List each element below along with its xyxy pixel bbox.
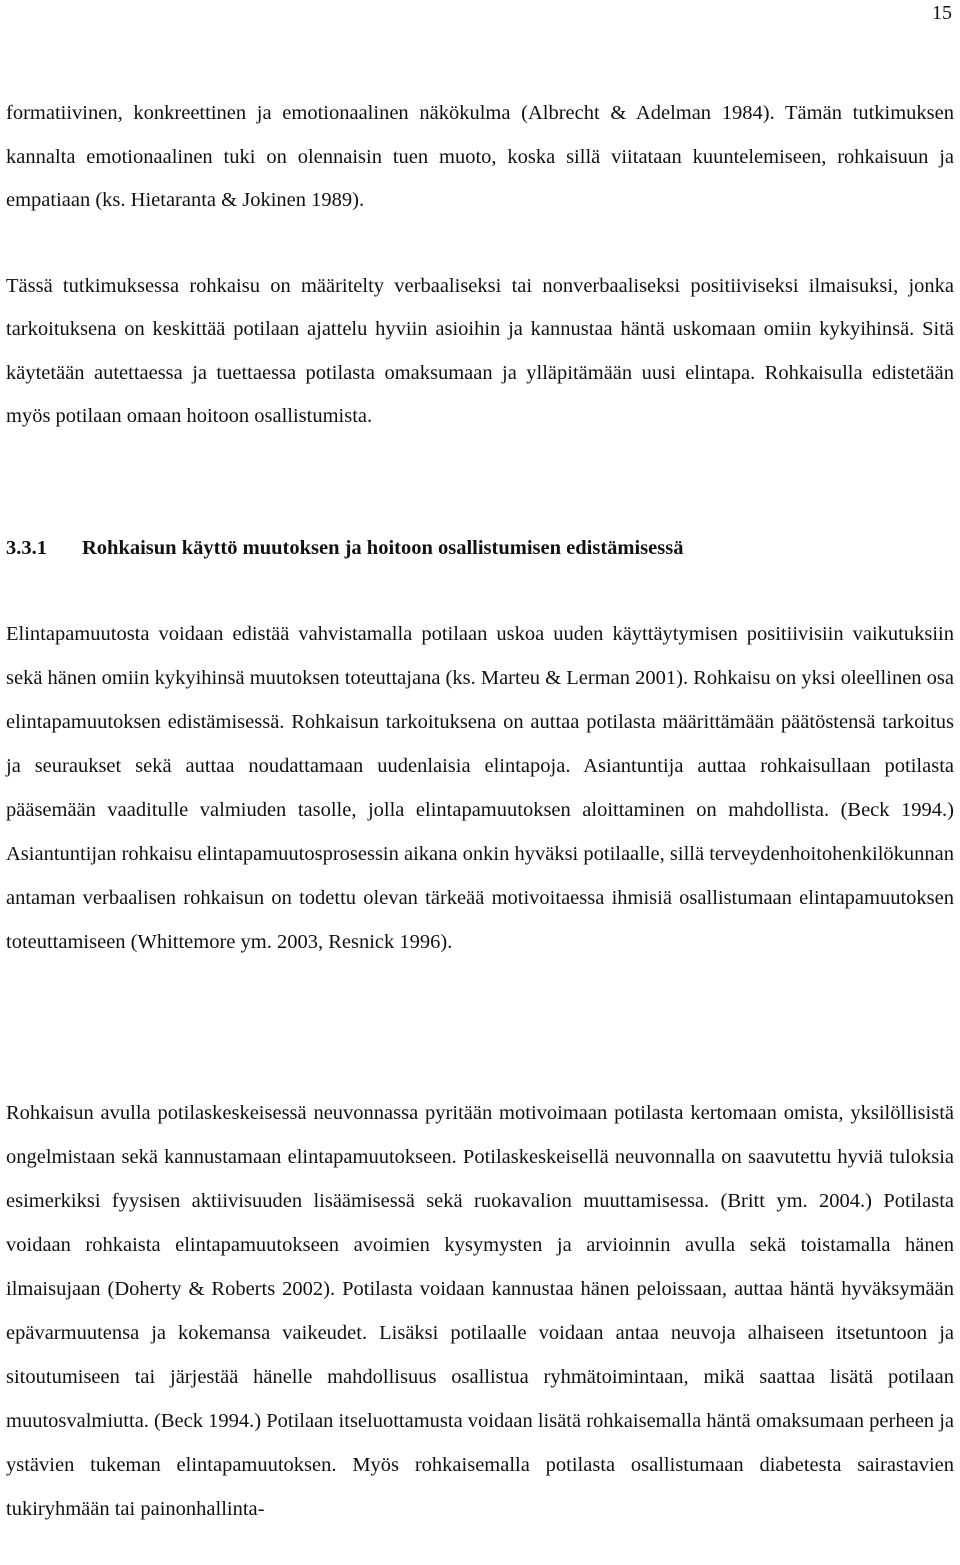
section-title: Rohkaisun käyttö muutoksen ja hoitoon osallistumisen edistämisessä: [82, 537, 684, 559]
paragraph-definition: Tässä tutkimuksessa rohkaisu on määritelty verbaaliseksi tai nonverbaaliseksi positiiviseksi ilmaisuksi, jonka tarkoituksena on keskittää potilaan ajattelu hyviin asioihin ja kannustaa häntä uskomaan omiin kykyihinsä. Sitä käytetään autettaessa ja tuettaessa potilasta omaksumaan ja ylläpitämään uusi elintapa. Rohkaisulla edistetään myös potilaan omaan hoitoon osallistumista.: [6, 275, 954, 427]
section-number: 3.3.1: [6, 537, 47, 559]
paragraph-intro: formatiivinen, konkreettinen ja emotionaalinen näkökulma (Albrecht & Adelman 1984). Tämän tutkimuksen kannalta emotionaalinen tuki on olennaisin tuen muoto, koska sillä viitataan kuuntelemiseen, rohkaisuun ja empatiaan (ks. Hietaranta & Jokinen 1989).: [6, 102, 954, 211]
page-number: 15: [932, 2, 952, 24]
paragraph-lifestyle-change: Elintapamuutosta voidaan edistää vahvistamalla potilaan uskoa uuden käyttäytymisen positiivisiin vaikutuksiin sekä hänen omiin kykyihinsä muutoksen toteuttajana (ks. Marteu & Lerman 2001). Rohkaisu on yksi oleellinen osa elintapamuutoksen edistämisessä. Rohkaisun tarkoituksena on auttaa potilasta määrittämään päätöstensä tarkoitus ja seuraukset sekä auttaa noudattamaan uudenlaisia elintapoja. Asiantuntija auttaa rohkaisullaan potilasta pääsemään vaaditulle valmiuden tasolle, jolla elintapamuutoksen aloittaminen on mahdollista. (Beck 1994.) Asiantuntijan rohkaisu elintapamuutosprosessin aikana onkin hyväksi potilaalle, sillä terveydenhoitohenkilökunnan antaman verbaalisen rohkaisun on todettu olevan tärkeää motivoitaessa ihmisiä osallistumaan elintapamuutoksen toteuttamiseen (Whittemore ym. 2003, Resnick 1996).: [6, 623, 954, 953]
section-heading: [6, 526, 954, 570]
paragraph-patient-centered: Rohkaisun avulla potilaskeskeisessä neuvonnassa pyritään motivoimaan potilasta kertomaan omista, yksilöllisistä ongelmistaan sekä kannustamaan elintapamuutokseen. Potilaskeskeisellä neuvonnalla on saavutettu hyviä tuloksia esimerkiksi fyysisen aktiivisuuden lisäämisessä sekä ruokavalion muuttamisessa. (Britt ym. 2004.) Potilasta voidaan rohkaista elintapamuutokseen avoimien kysymysten ja arvioinnin avulla sekä toistamalla hänen ilmaisujaan (Doherty & Roberts 2002). Potilasta voidaan kannustaa hänen peloissaan, auttaa häntä hyväksymään epävarmuutensa ja kokemansa vaikeudet. Lisäksi potilaalle voidaan antaa neuvoja alhaiseen itsetuntoon ja sitoutumiseen tai järjestää hänelle mahdollisuus osallistua ryhmätoimintaan, mikä saattaa lisätä potilaan muutosvalmiutta. (Beck 1994.) Potilaan itseluottamusta voidaan lisätä rohkaisemalla häntä omaksumaan perheen ja ystävien tukeman elintapamuutoksen. Myös rohkaisemalla potilasta osallistumaan diabetesta sairastavien tukiryhmään tai painonhallinta-: [6, 1102, 954, 1520]
